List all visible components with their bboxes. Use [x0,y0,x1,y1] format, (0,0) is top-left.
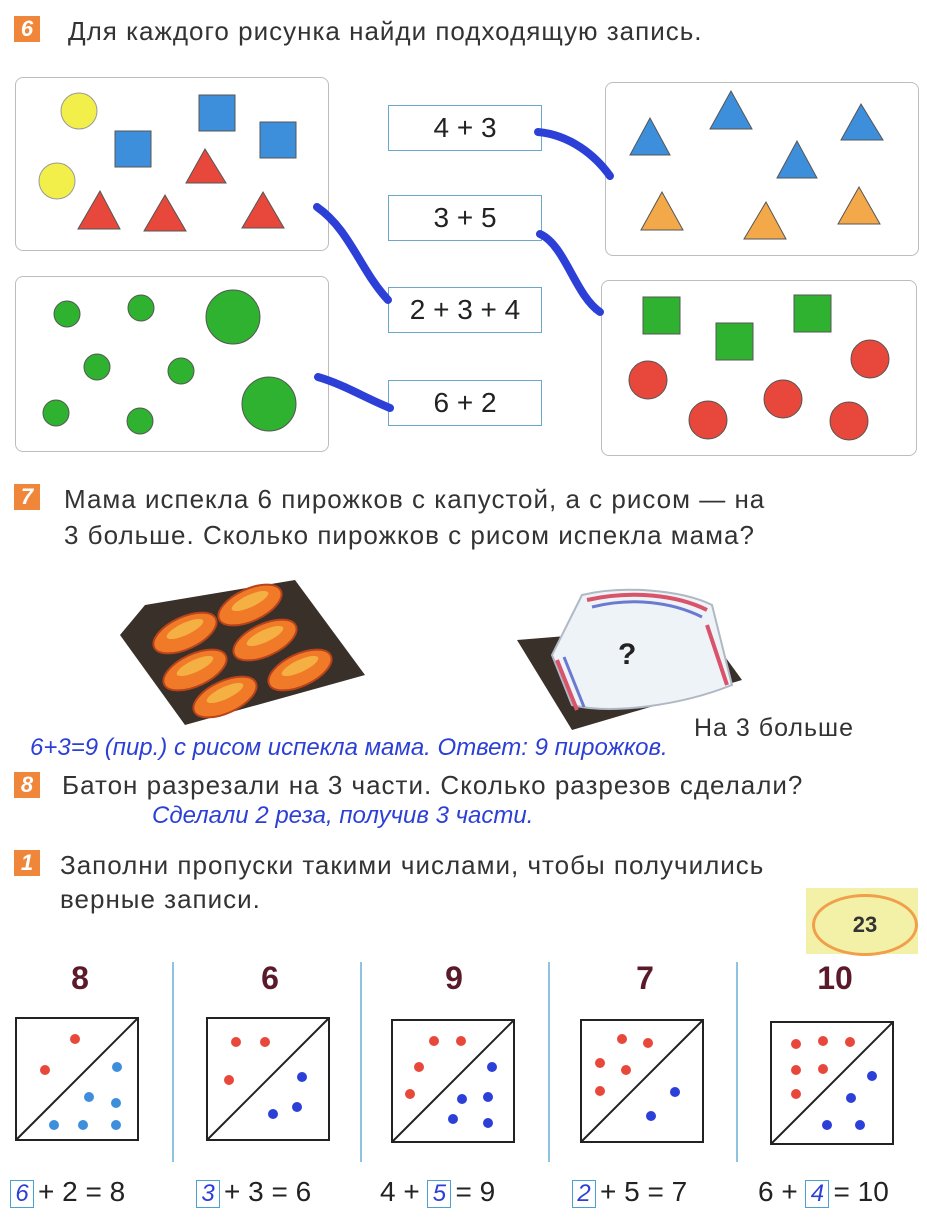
task-6-badge: 6 [14,16,40,42]
column-separator [172,962,174,1162]
equation-1 [10,1176,125,1208]
target-number: 9 [445,960,463,996]
page-number: 23 [812,894,918,956]
pies-tray-illustration [115,575,370,730]
equation-5 [758,1176,889,1208]
dot-square-3 [391,1019,515,1143]
equation-3 [380,1176,495,1208]
expression-4-plus-3[interactable]: 4 + 3 [388,105,542,151]
column-separator [548,962,550,1162]
expression-6-plus-2[interactable]: 6 + 2 [388,380,542,426]
dot-square-1 [15,1017,139,1141]
task-8-badge: 8 [14,772,40,798]
task-7-badge: 7 [14,484,40,510]
question-mark: ? [618,638,637,671]
column-separator [736,962,738,1162]
task-1-line-1: Заполни пропуски такими числами, чтобы получились [60,850,765,880]
task-6-text: Для каждого рисунка найди подходящую запись. [68,16,703,46]
answer-blank[interactable]: 2 [572,1180,596,1208]
expression-2-plus-3-plus-4[interactable]: 2 + 3 + 4 [388,287,542,333]
expression-3-plus-5[interactable]: 3 + 5 [388,195,542,241]
target-number: 10 [817,960,853,996]
target-number: 8 [71,960,89,996]
task-1-badge: 1 [14,850,40,876]
target-number: 7 [636,960,654,996]
caption-3-more: На 3 больше [694,714,854,742]
matching-lines [0,0,927,470]
dot-square-4 [580,1019,704,1143]
dot-square-2 [206,1017,330,1141]
task-1-line-2: верные записи. [60,884,261,914]
answer-blank[interactable]: 3 [196,1180,220,1208]
task-8-answer: Сделали 2 реза, получив 3 части. [152,802,534,829]
answer-blank[interactable]: 6 [10,1180,34,1208]
task-7-line-2: 3 больше. Сколько пирожков с рисом испекла мама? [64,520,755,550]
equation-4 [572,1176,687,1208]
equation-post: + 2 = 8 [38,1176,126,1207]
answer-blank[interactable]: 5 [427,1180,451,1208]
equation-post: = 9 [455,1176,496,1207]
task-7-line-1: Мама испекла 6 пирожков с капустой, а с рисом — на [64,484,766,514]
equation-pre: 4 + [380,1176,428,1207]
equation-post: + 3 = 6 [224,1176,312,1207]
column-separator [360,962,362,1162]
task-7-answer: 6+3=9 (пир.) с рисом испекла мама. Ответ: 9 пирожков. [30,734,668,761]
equation-2 [196,1176,311,1208]
answer-blank[interactable]: 4 [805,1180,829,1208]
equation-post: + 5 = 7 [600,1176,688,1207]
equation-pre: 6 + [758,1176,806,1207]
equation-post: = 10 [833,1176,889,1207]
target-number: 6 [261,960,279,996]
task-8-text: Батон разрезали на 3 части. Сколько разрезов сделали? [62,770,804,800]
dot-square-5 [770,1021,894,1145]
